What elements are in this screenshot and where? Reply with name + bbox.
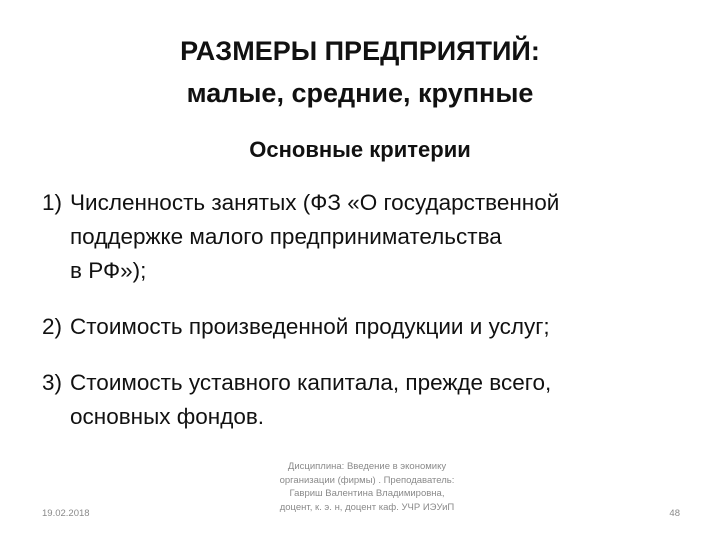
criterion-line: в РФ»);: [70, 258, 147, 283]
slide-title: [0, 30, 720, 114]
criterion-line: поддержке малого предпринимательства: [70, 224, 502, 249]
footer-course-line: организации (фирмы) . Преподаватель:: [279, 474, 455, 486]
footer-course-line: Гавриш Валентина Владимировна,: [289, 488, 445, 499]
title-main: РАЗМЕРЫ ПРЕДПРИЯТИЙ:: [180, 36, 540, 66]
title-subtitle: малые, средние, крупные: [186, 78, 534, 108]
criteria-list: [42, 186, 682, 434]
criterion-line: Численность занятых (ФЗ «О государственной: [70, 190, 560, 215]
page-number: 48: [669, 508, 680, 519]
footer-course-line: Дисциплина: Введение в экономику: [287, 461, 447, 472]
criterion-number: 1): [42, 190, 63, 215]
section-heading: Основные критерии: [249, 137, 471, 162]
footer-course-info: [253, 460, 481, 514]
criterion-number: 2): [42, 314, 63, 339]
criterion-line: Стоимость уставного капитала, прежде всего,: [70, 370, 552, 395]
footer-course-line: доцент, к. э. н, доцент каф. УЧР ИЭУиП: [279, 501, 455, 513]
criterion-item: [42, 310, 682, 344]
criterion-item: [42, 186, 682, 288]
footer-date: 19.02.2018: [42, 508, 90, 519]
criterion-item: [42, 366, 682, 434]
criterion-line: Стоимость произведенной продукции и услуг;: [70, 314, 550, 339]
criterion-line: основных фондов.: [70, 404, 265, 429]
criterion-number: 3): [42, 370, 63, 395]
slide-footer: [0, 460, 720, 540]
